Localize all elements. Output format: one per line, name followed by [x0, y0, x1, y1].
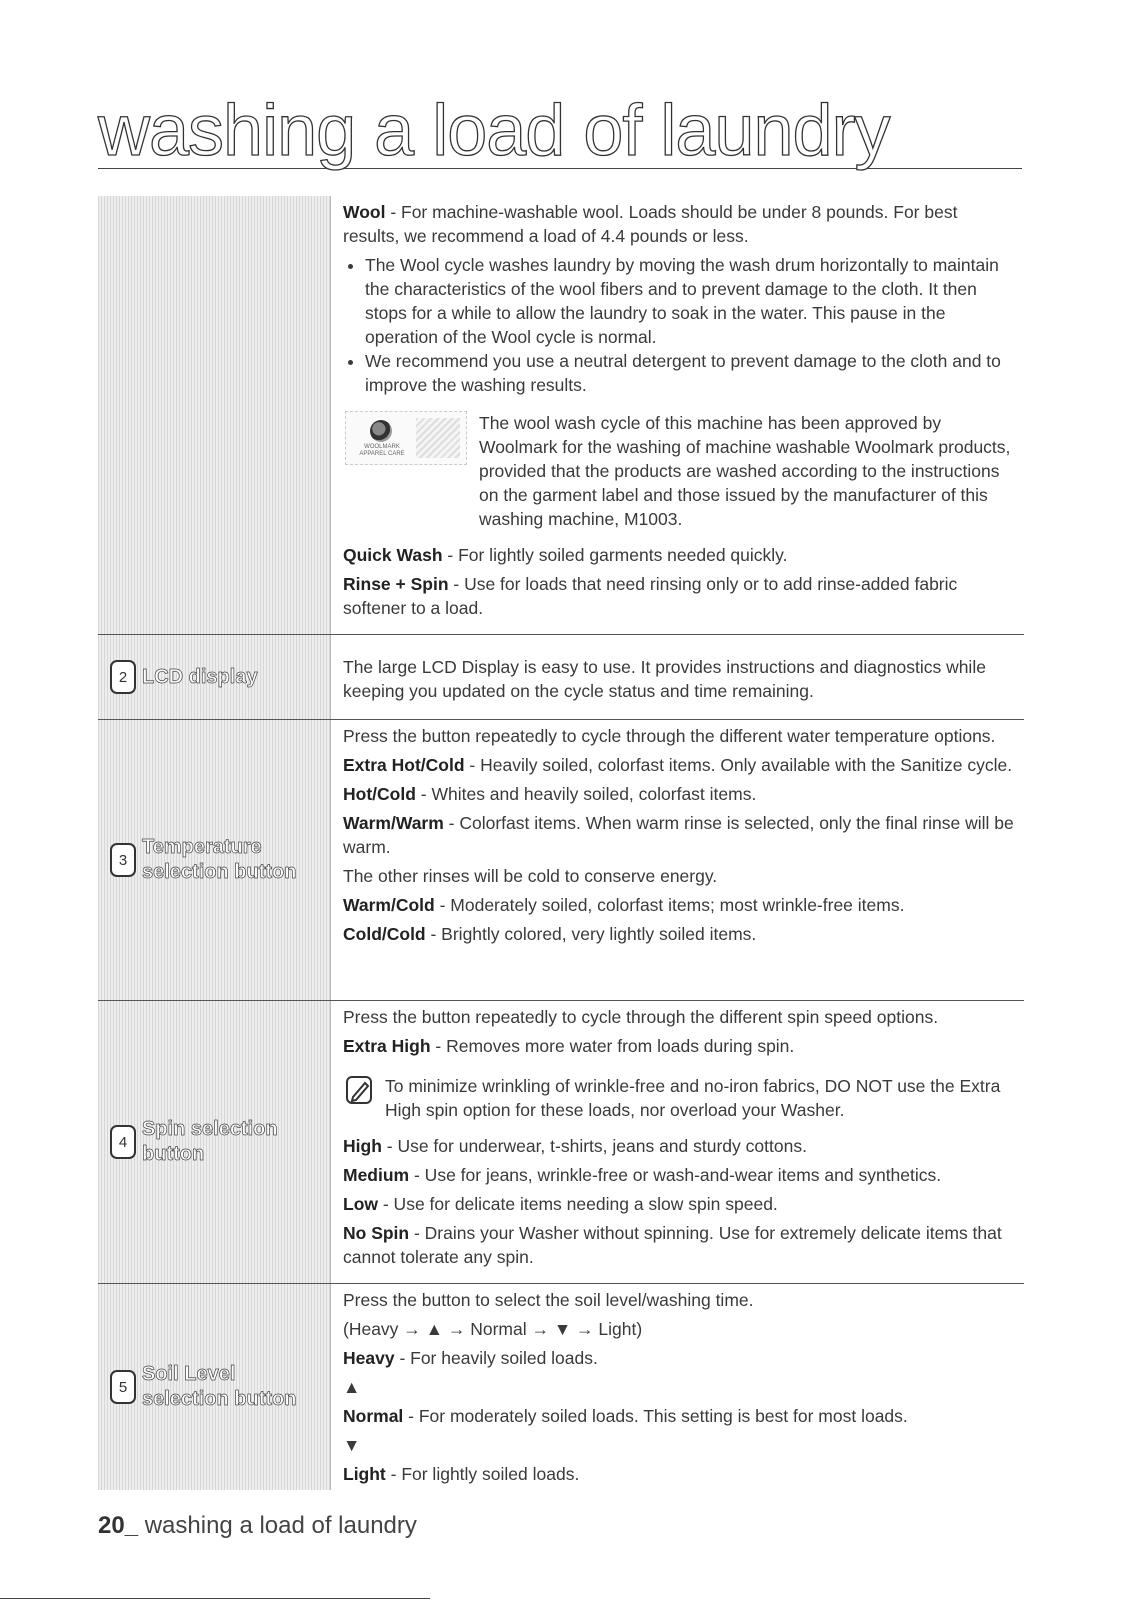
section-label [110, 1362, 326, 1412]
high-label: High [343, 1136, 382, 1156]
label-panel [98, 1001, 331, 1283]
spin-note [345, 1074, 1014, 1122]
label-panel [98, 720, 331, 1000]
item-number-badge: 2 [110, 660, 136, 694]
lcd-display-heading: LCD display [142, 665, 258, 688]
light-label: Light [343, 1464, 386, 1484]
up-arrow-icon: ▲ [343, 1377, 361, 1397]
no-spin-paragraph [343, 1221, 1014, 1269]
page-number: 20_ [98, 1512, 139, 1539]
soil-level-description [331, 1284, 1024, 1490]
extra-high-paragraph [343, 1034, 1014, 1058]
soil-level-heading: Soil Level selection button [142, 1363, 297, 1410]
cold-cold-paragraph [343, 922, 1014, 946]
heavy-label: Heavy [343, 1348, 395, 1368]
note-pencil-icon [345, 1074, 375, 1106]
spin-heading: Spin selection button [142, 1118, 278, 1165]
soil-level-row [98, 1283, 1024, 1490]
heavy-paragraph [343, 1346, 1014, 1370]
footer-title: washing a load of laundry [138, 1512, 417, 1539]
cold-cold-text: - Brightly colored, very lightly soiled items. [425, 924, 757, 944]
label-panel [98, 1284, 331, 1490]
extra-high-text: - Removes more water from loads during spin. [430, 1036, 795, 1056]
other-rinses-text: The other rinses will be cold to conserve energy. [343, 866, 718, 886]
temperature-row [98, 719, 1024, 1000]
low-label: Low [343, 1194, 378, 1214]
medium-label: Medium [343, 1165, 410, 1185]
wool-paragraph [343, 200, 1014, 248]
cycle-row [98, 196, 1024, 634]
wool-bullet: • The Wool cycle washes laundry by moving the wash drum horizontally to maintain the characteristics of the wool fibers and to prevent damage to the cloth. It then stops for a while to allow the laundry to soak in the water. This pause in the operation of the Wool cycle is normal. [365, 253, 1014, 349]
cold-cold-label: Cold/Cold [343, 924, 426, 944]
warm-cold-text: - Moderately soiled, colorfast items; most wrinkle-free items. [434, 895, 905, 915]
heavy-text: - For heavily soiled loads. [394, 1348, 598, 1368]
wool-bullet: • We recommend you use a neutral detergent to prevent damage to the cloth and to improve the washing results. [365, 349, 1014, 397]
woolmark-logo [345, 411, 467, 465]
temperature-intro: Press the button repeatedly to cycle through the different water temperature options. [343, 726, 996, 746]
quick-wash-text: - For lightly soiled garments needed quickly. [442, 545, 788, 565]
high-text: - Use for underwear, t-shirts, jeans and sturdy cottons. [381, 1136, 807, 1156]
quick-wash-label: Quick Wash [343, 545, 443, 565]
footer-rule [0, 1598, 430, 1599]
extra-hot-text: - Heavily soiled, colorfast items. Only available with the Sanitize cycle. [464, 755, 1013, 775]
rinse-spin-text: - Use for loads that need rinsing only or to add rinse-added fabric softener to a load. [343, 574, 958, 618]
temperature-heading: Temperature selection button [142, 836, 297, 883]
label-panel [98, 635, 331, 719]
section-label [110, 1117, 326, 1167]
normal-label: Normal [343, 1406, 404, 1426]
item-number-badge: 4 [110, 1125, 136, 1159]
warm-warm-paragraph [343, 811, 1014, 859]
hot-cold-text: - Whites and heavily soiled, colorfast items. [415, 784, 757, 804]
medium-text: - Use for jeans, wrinkle-free or wash-and-wear items and synthetics. [409, 1165, 942, 1185]
rinse-spin-paragraph [343, 572, 1014, 620]
warm-cold-label: Warm/Cold [343, 895, 435, 915]
spin-note-text: To minimize wrinkling of wrinkle-free and no-iron fabrics, DO NOT use the Extra High spin option for these loads, nor overload your Washer. [385, 1076, 1001, 1120]
woolmark-ball-icon [370, 420, 392, 442]
down-arrow-icon: ▼ [343, 1435, 361, 1455]
rinse-spin-label: Rinse + Spin [343, 574, 449, 594]
soil-intro: Press the button to select the soil level/washing time. [343, 1290, 754, 1310]
woolmark-note-text: The wool wash cycle of this machine has been approved by Woolmark for the washing of machine washable Woolmark products, provided that the products are washed according to the instructions on the garment label and those issued by the manufacturer of this washing machine, M1003. [479, 413, 1011, 529]
soil-sequence: (Heavy → ▲ → Normal → ▼ → Light) [343, 1319, 643, 1339]
temperature-description [331, 720, 1024, 1000]
item-number-badge: 5 [110, 1370, 136, 1404]
page-footer [98, 1512, 417, 1540]
normal-paragraph [343, 1404, 1014, 1428]
warm-warm-label: Warm/Warm [343, 813, 444, 833]
label-panel [98, 196, 331, 634]
high-paragraph [343, 1134, 1014, 1158]
no-spin-label: No Spin [343, 1223, 410, 1243]
lcd-description [331, 635, 1024, 719]
hot-cold-paragraph [343, 782, 1014, 806]
item-number-badge: 3 [110, 843, 136, 877]
hot-cold-label: Hot/Cold [343, 784, 416, 804]
cycle-descriptions [331, 196, 1024, 634]
woolmark-note [345, 411, 1014, 531]
lcd-row [98, 634, 1024, 719]
low-paragraph [343, 1192, 1014, 1216]
no-spin-text: - Drains your Washer without spinning. Use for extremely delicate items that cannot tolerate any spin. [343, 1223, 1002, 1267]
wool-text: - For machine-washable wool. Loads should be under 8 pounds. For best results, we recommend a load of 4.4 pounds or less. [343, 202, 958, 246]
spin-row [98, 1000, 1024, 1283]
low-text: - Use for delicate items needing a slow spin speed. [378, 1194, 778, 1214]
light-paragraph [343, 1462, 1014, 1486]
fabric-swatch-icon [416, 418, 460, 458]
quick-wash-paragraph [343, 543, 1014, 567]
extra-high-label: Extra High [343, 1036, 431, 1056]
section-label [110, 660, 326, 694]
medium-paragraph [343, 1163, 1014, 1187]
wool-label: Wool [343, 202, 386, 222]
warm-warm-text: - Colorfast items. When warm rinse is selected, only the final rinse will be warm. [343, 813, 1014, 857]
controls-table [98, 196, 1024, 1490]
wool-bullets [343, 253, 1014, 397]
extra-hot-paragraph [343, 753, 1014, 777]
extra-hot-label: Extra Hot/Cold [343, 755, 465, 775]
lcd-text: The large LCD Display is easy to use. It provides instructions and diagnostics while keeping you updated on the cycle status and time remaining. [343, 657, 986, 701]
page-title: washing a load of laundry [98, 96, 1022, 169]
light-text: - For lightly soiled loads. [385, 1464, 580, 1484]
woolmark-logo-text: WOOLMARK APPAREL CARE [359, 444, 405, 457]
section-label [110, 835, 326, 885]
spin-intro: Press the button repeatedly to cycle through the different spin speed options. [343, 1007, 939, 1027]
spin-description [331, 1001, 1024, 1283]
warm-cold-paragraph [343, 893, 1014, 917]
normal-text: - For moderately soiled loads. This setting is best for most loads. [403, 1406, 908, 1426]
